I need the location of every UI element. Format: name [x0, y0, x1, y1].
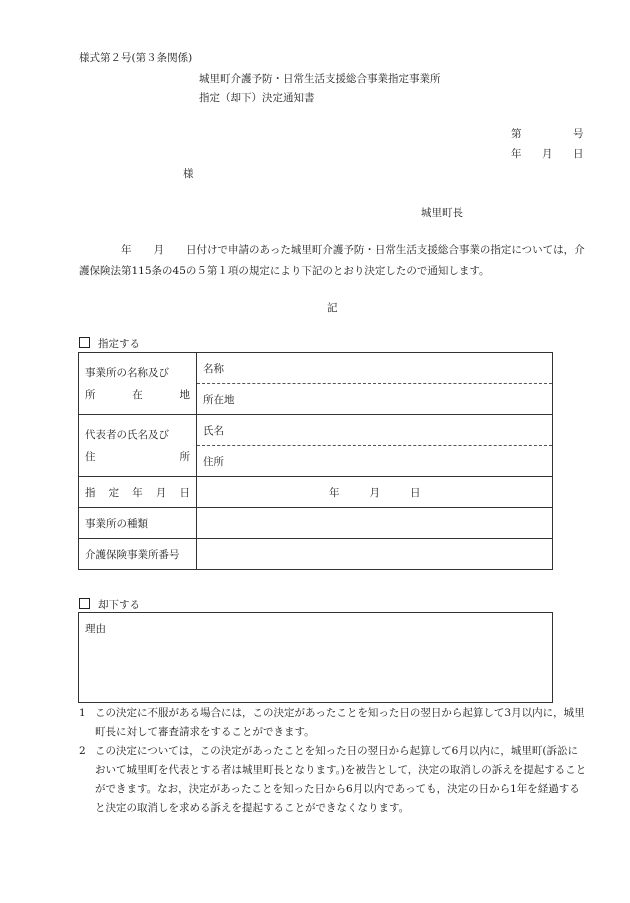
reason-box[interactable]: [78, 612, 553, 703]
date-label-char: 定: [108, 486, 120, 499]
office-name-label: 名称: [203, 362, 224, 375]
rep-address-label: 住所: [203, 455, 224, 468]
date-label-char: 年: [132, 486, 143, 499]
body-date-month: 月: [153, 244, 164, 256]
body-date-year: 年: [121, 244, 132, 256]
designation-table: [78, 352, 553, 570]
title-line-2: 指定（却下）決定通知書: [199, 92, 315, 104]
rep-label-char: 所: [179, 450, 190, 463]
rep-label-char: 住: [85, 450, 96, 463]
date-value-day: 日: [410, 486, 421, 499]
reject-checkbox[interactable]: [79, 598, 90, 609]
title-line-1: 城里町介護予防・日常生活支援総合事業指定事業所: [199, 73, 441, 85]
office-label-char: 在: [132, 388, 143, 401]
rep-address-cell[interactable]: [197, 446, 553, 477]
office-label-char: 所: [85, 388, 96, 401]
issue-month-label: 月: [542, 148, 553, 160]
rep-label-line1: 代表者の氏名及び: [85, 428, 169, 441]
note-number: 1: [79, 707, 86, 719]
reason-label: 理由: [85, 623, 106, 635]
office-number-cell[interactable]: [197, 539, 553, 570]
date-value-month: 月: [369, 486, 380, 499]
office-label-cell: [79, 353, 197, 415]
rep-name-label: 氏名: [203, 424, 224, 437]
issuer: 城里町長: [421, 207, 463, 219]
note-item: [79, 704, 587, 742]
note-number: 2: [79, 745, 86, 757]
date-value-year: 年: [329, 486, 340, 499]
designate-option[interactable]: [79, 336, 140, 351]
date-label-char: 月: [155, 486, 167, 499]
issue-day-label: 日: [573, 148, 584, 160]
notes: [79, 704, 587, 818]
date-label-char: 指: [85, 486, 96, 499]
date-label-char: 日: [179, 486, 190, 499]
office-label-char: 地: [179, 388, 190, 401]
reject-option[interactable]: [79, 597, 140, 612]
office-address-label: 所在地: [203, 393, 235, 406]
body-text: 日付けで申請のあった城里町介護予防・日常生活支援総合事業の指定については，介護保険法第115条の45の５第１項の規定により下記のとおり決定したので通知します。: [79, 244, 585, 277]
designate-label: 指定する: [98, 338, 140, 350]
reject-label: 却下する: [98, 599, 140, 611]
designation-date-label: [79, 477, 197, 508]
notice-body: [79, 240, 587, 282]
office-name-cell[interactable]: [197, 353, 553, 384]
doc-number-prefix: 第: [511, 128, 522, 140]
note-text: この決定に不服がある場合には，この決定があったことを知った日の翌日から起算して3月以内に，城里町長に対して審査請求をすることができます。: [95, 707, 585, 738]
ki-heading: 記: [327, 302, 338, 314]
office-label-line1: 事業所の名称及び: [85, 366, 169, 379]
addressee-suffix: 様: [183, 168, 194, 180]
rep-label-line2: [85, 446, 190, 468]
note-text: この決定については，この決定があったことを知った日の翌日から起算して6月以内に，城里町(訴訟において城里町を代表とする者は城里町長となります。)を被告として，決定の取消しの訴えを提起することができます。なお，決定があったことを知った日から6月以内であっても，決定の日から1年を経過すると決定の取消しを求める訴えを提起することができなくなります。: [95, 745, 587, 814]
rep-label-cell: [79, 415, 197, 477]
office-number-label: 介護保険事業所番号: [79, 539, 197, 570]
form-number: 様式第２号(第３条関係): [79, 52, 193, 64]
office-type-cell[interactable]: [197, 508, 553, 539]
office-address-cell[interactable]: [197, 384, 553, 415]
designation-date-cell[interactable]: [197, 477, 553, 508]
office-label-line2: [85, 384, 190, 406]
issue-year-label: 年: [511, 148, 522, 160]
note-item: [79, 742, 587, 818]
designate-checkbox[interactable]: [79, 337, 90, 348]
office-type-label: 事業所の種類: [79, 508, 197, 539]
rep-name-cell[interactable]: [197, 415, 553, 446]
doc-number-suffix: 号: [573, 128, 584, 140]
